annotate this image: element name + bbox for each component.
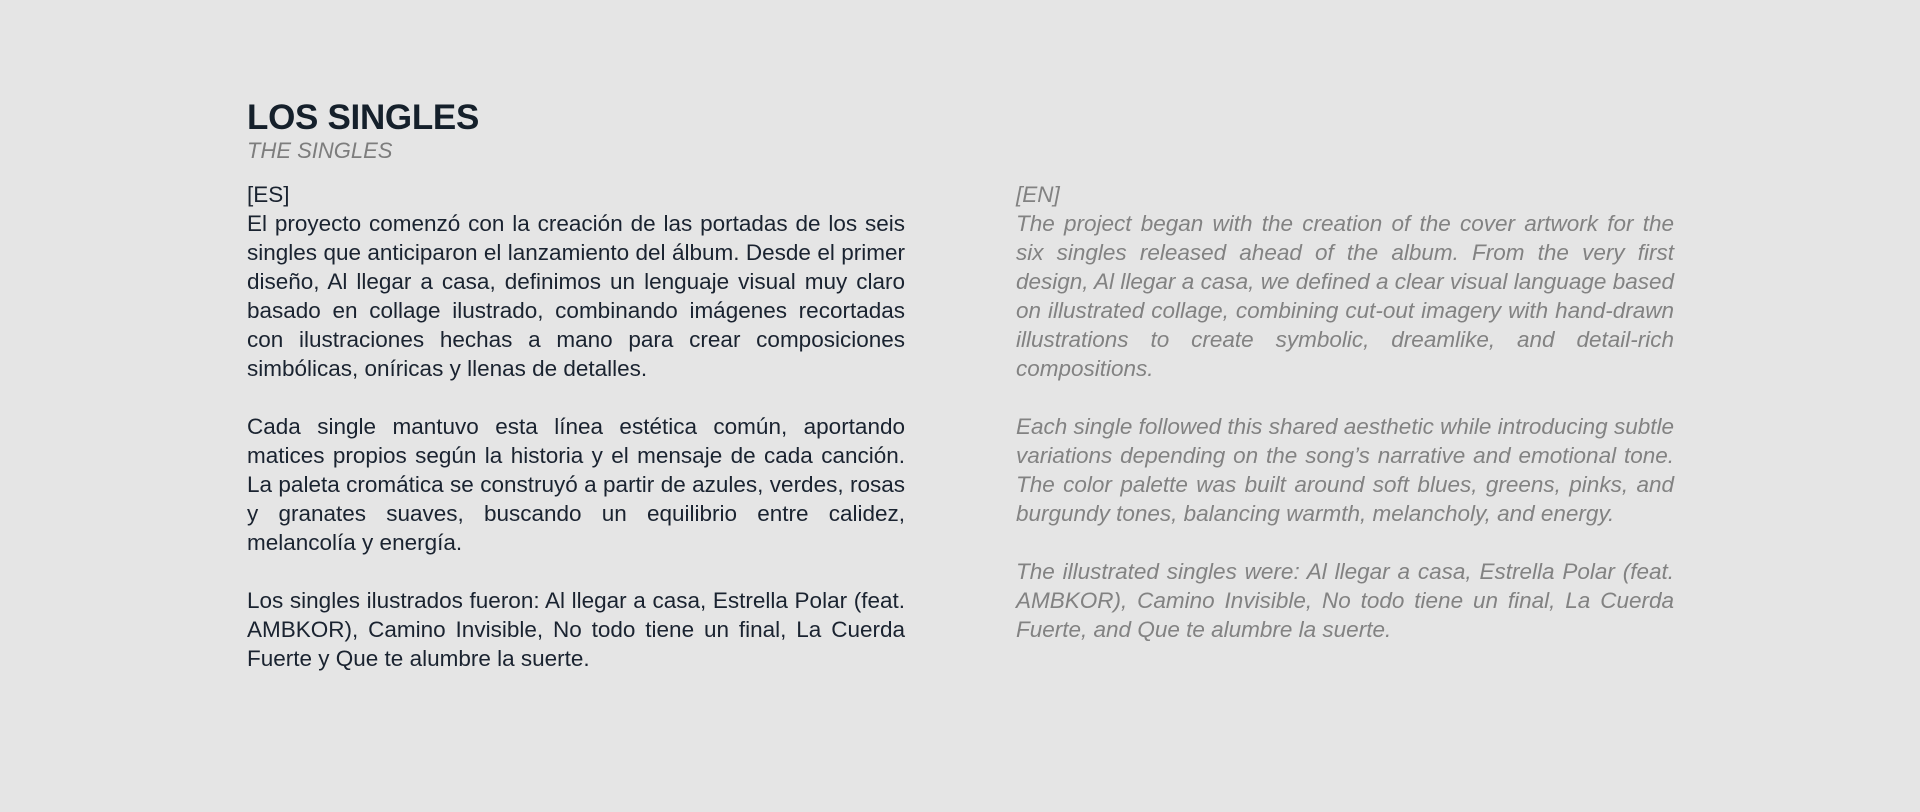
page-title: LOS SINGLES [247,98,480,137]
page-subtitle: THE SINGLES [247,138,393,163]
english-language-tag: [EN] [1016,182,1060,207]
spanish-column [247,180,905,702]
page-heading [247,98,947,164]
spanish-paragraph: Los singles ilustrados fueron: Al llegar a casa, Estrella Polar (feat. AMBKOR), Camino Invisible, No todo tiene un final, La Cuerda Fuerte y Que te alumbre la suerte. [247,588,905,671]
english-paragraph: Each single followed this shared aesthetic while introducing subtle variations depending on the song’s narrative and emotional tone. The color palette was built around soft blues, greens, pinks, and burgundy tones, balancing warmth, melancholy, and energy. [1016,414,1674,526]
spanish-paragraph: El proyecto comenzó con la creación de las portadas de los seis singles que anticiparon el lanzamiento del álbum. Desde el primer diseño, Al llegar a casa, definimos un lenguaje visual muy claro basado en collage ilustrado, combinando imágenes recortadas con ilustraciones hechas a mano para crear composiciones simbólicas, oníricas y llenas de detalles. [247,211,905,381]
spanish-language-tag: [ES] [247,182,290,207]
english-paragraph: The illustrated singles were: Al llegar a casa, Estrella Polar (feat. AMBKOR), Camino Invisible, No todo tiene un final, La Cuerda Fuerte, and Que te alumbre la suerte. [1016,559,1674,642]
spanish-paragraph: Cada single mantuvo esta línea estética común, aportando matices propios según la historia y el mensaje de cada canción. La paleta cromática se construyó a partir de azules, verdes, rosas y granates suaves, buscando un equilibrio entre calidez, melancolía y energía. [247,414,905,555]
english-paragraph: The project began with the creation of the cover artwork for the six singles released ahead of the album. From the very first design, Al llegar a casa, we defined a clear visual language based on illustrated collage, combining cut-out imagery with hand-drawn illustrations to create symbolic, dreamlike, and detail-rich compositions. [1016,211,1674,381]
english-column [1016,180,1674,673]
